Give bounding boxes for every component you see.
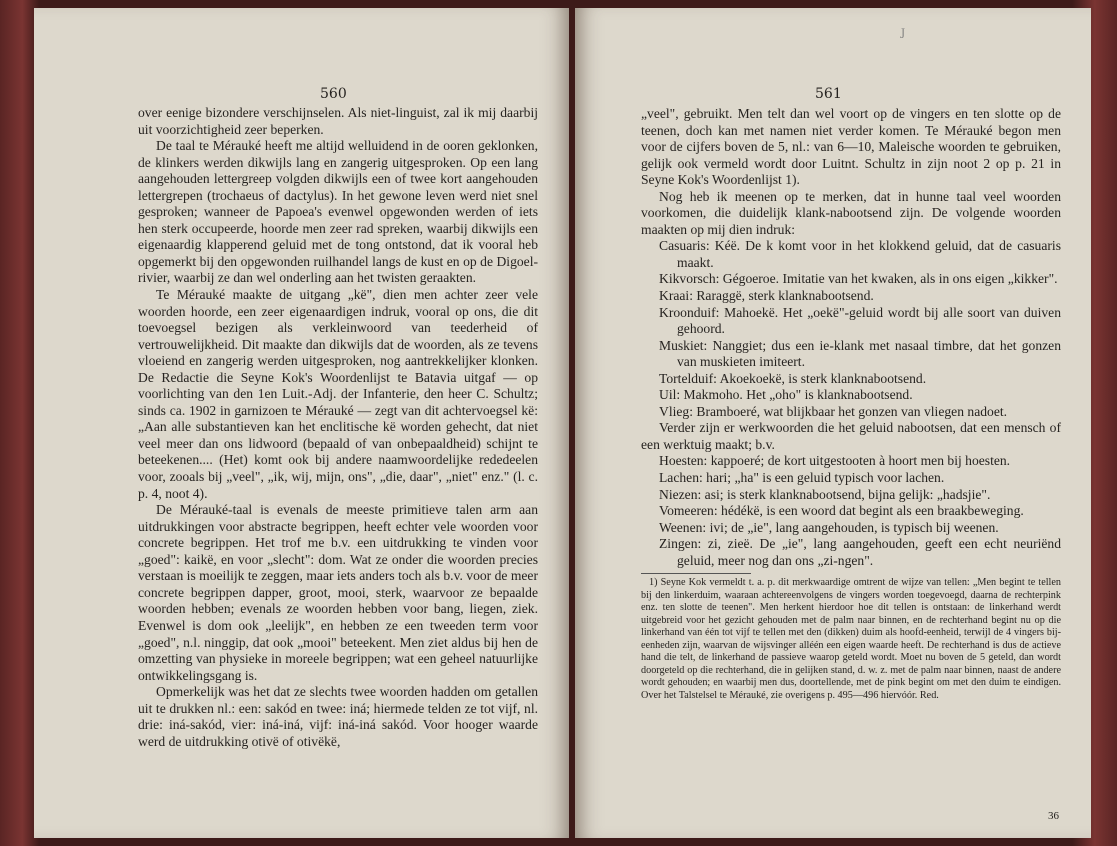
footnote-text: 1) Seyne Kok vermeldt t. a. p. dit merkwaardige omtrent de wijze van tellen: „Men begint te tellen bij den linkerduim, waaraan achtereenvolgens de vingers worden toegevoegd, daarna de rechterpink enz. ten slotte de teenen". Men herkent hierdoor hoe dit tellen is ontstaan: de linkerhand werdt uitgebreid voor het gezicht gehouden met de palm naar binnen, en de rechterhand begint nu op die linkerhand van één tot vijf te tellen met den (dikken) duim als hoofd-eenheid, terwijl de 4 vingers bij-eenheden zijn, waarvan de wijsvinger alléén een eigen waarde heeft. De rechterhand is dus de actieve hand die telt, de linkerhand de passieve waarop geteld wordt. Moet nu boven de 5 geteld, dan wordt doorgeteld op die rechterhand, die in gelijken stand, d. w. z. met de palm naar binnen, naast de andere wordt gehouden; en waarbij men dus, doortellende, met de pink begint om met den duim te eindigen. Over het Talstelsel te Mérauké, zie overigens p. 495—496 hiervóór. Red. [641, 577, 1061, 701]
paragraph: De taal te Mérauké heeft me altijd welluidend in de ooren geklonken, de klinkers werden dikwijls lang en zangerig uitgesproken. Op een lang aangehouden lettergreep volgden dikwijls een of twee kort aangehouden lettergrepen (trochaeus of dactylus). In het gewone leven werd niet snel gesproken; wanneer de Papoea's evenwel opgewonden werden of iets hen sterk occupeerde, hoorde men zeer rad spreken, waarbij dikwijls een eigenaardig klapperend geluid met de tong ontstond, dat ik vooral heb opgemerkt bij den opgewonden ruilhandel langs de kust en op de Digoel-rivier, waarbij ze dan wel onderling aan het twisten geraakten. [138, 138, 538, 286]
paragraph: over eenige bizondere verschijnselen. Als niet-linguist, zal ik mij daarbij uit voorzichtigheid zeer beperken. [138, 105, 538, 137]
word-entry: Tortelduif: Akoekoekë, is sterk klanknabootsend. [659, 370, 927, 386]
word-entry: Weenen: ivi; de „ie", lang aangehouden, is typisch bij weenen. [659, 519, 999, 535]
word-entry: Uil: Makmoho. Het „oho" is klanknabootsend. [659, 387, 913, 403]
signature-mark: 36 [1048, 810, 1059, 822]
corner-mark: J [901, 28, 906, 39]
paragraph: Nog heb ik meenen op te merken, dat in hunne taal veel woorden voorkomen, die duidelijk klank-nabootsend zijn. De volgende woorden maakten op mij dien indruk: [641, 188, 1061, 237]
paragraph: „veel", gebruikt. Men telt dan wel voort op de vingers en ten slotte op de teenen, doch kan met namen niet verder komen. Te Mérauké begon men voor de cijfers boven de 5, nl.: van 6—10, Maleische woorden te gebruiken, gelijk ook vermeld wordt door Luitnt. Schultz in zijn noot 2 op p. 21 in Seyne Kok's Woordenlijst 1). [641, 106, 1061, 188]
word-entry: Kroonduif: Mahoekë. Het „oekë"-geluid wordt bij alle soort van duiven gehoord. [659, 304, 1061, 337]
word-entry: Zingen: zi, zieë. De „ie", lang aangehouden, geeft een echt neuriënd geluid, meer nog dan ons „zi-ngen". [659, 536, 1061, 568]
word-entry: Vomeeren: hédékë, is een woord dat begint als een braakbeweging. [659, 503, 1024, 519]
right-page [575, 8, 1091, 838]
word-entry: Niezen: asi; is sterk klanknabootsend, bijna gelijk: „hadsjie". [659, 486, 991, 502]
left-text-column [138, 105, 538, 750]
page-number: 561 [815, 86, 842, 102]
paragraph: Opmerkelijk was het dat ze slechts twee woorden hadden om getallen uit te drukken nl.: een: sakód en twee: iná; hiermede telden ze tot vijf, nl. drie: iná-sakód, vier: iná-iná, vijf: iná-iná sakód. Voor hooger waarde werd de uitdrukking otivë of otivëkë, [138, 684, 538, 749]
word-entry: Hoesten: kappoeré; de kort uitgestooten à hoort men bij hoesten. [659, 453, 1011, 469]
page-number: 560 [320, 86, 347, 102]
paragraph: Te Mérauké maakte de uitgang „kë", dien men achter zeer vele woorden hoorde, een zeer eigenaardigen indruk, vooral op ons, die dit toevoegsel bezigen als verkleinwoord van teederheid of vertrouwelijkheid. Dit maakte dan dikwijls dat de woorden, als ze tevens vloeiend en zangerig werden uitgesproken, nog aantrekkelijker klonken. De Redactie die Seyne Kok's Woordenlijst te Batavia uitgaf — op voorlichting van den 1en Luit.-Adj. der Infanterie, den heer C. Schultz; sinds ca. 1902 in garnizoen te Mérauké — zegt van dit achtervoegsel kë: „Aan alle substantieven kan het enclitische kë worden gehecht, dat niet veel meer dan ons lidwoord (bepaald of van onbepaaldheid) schijnt te beteekenen.... (Het) komt ook bij andere naamwoordelijke rededeelen voor, zooals bij „veel", „ik, wij, mijn, ons", „die, daar", „niet" enz." (l. c. p. 4, noot 4). [138, 287, 538, 501]
word-entry: Kraai: Raraggë, sterk klanknabootsend. [659, 288, 874, 304]
right-text-column [641, 106, 1061, 702]
word-entry: Vlieg: Bramboeré, wat blijkbaar het gonzen van vliegen nadoet. [659, 403, 1008, 419]
word-entry: Kikvorsch: Gégoeroe. Imitatie van het kwaken, als in ons eigen „kikker". [659, 271, 1058, 287]
footnote-divider [641, 573, 751, 574]
paragraph: De Mérauké-taal is evenals de meeste primitieve talen arm aan uitdrukkingen voor abstracte begrippen, heeft echter vele woorden voor concrete begrippen. Het trof me b.v. een uitdrukking te vinden voor „goed": kaikë, en voor „slecht": dom. Wat ze onder die woorden precies verstaan is moeilijk te zeggen, maar iets anders toch als b.v. voor de meer concrete begrippen dapper, groot, mooi, sterk, waarvoor ze bepaalde woorden hebben; evenals ze woorden hebben voor bang, liegen, ziek. Evenwel is dom ook „leelijk", en hebben ze een tweeden term voor „goed", n.l. ninggip, dat ook „mooi" beteekent. Men ziet aldus bij hen de omzetting van physieke in moreele begrippen; wat een geheel natuurlijke ontwikkelingsgang is. [138, 502, 538, 683]
footnote [641, 577, 1061, 702]
word-entry: Lachen: hari; „ha" is een geluid typisch voor lachen. [659, 470, 945, 486]
word-entry: Muskiet: Nanggiet; dus een ie-klank met nasaal timbre, dat het gonzen van muskieten imiteert. [659, 337, 1061, 370]
word-entry: Casuaris: Kéë. De k komt voor in het klokkend geluid, dat de casuaris maakt. [659, 238, 1061, 270]
left-page [34, 8, 569, 838]
paragraph: Verder zijn er werkwoorden die het geluid nabootsen, dat een mensch of een werktuig maakt; b.v. [641, 420, 1061, 452]
